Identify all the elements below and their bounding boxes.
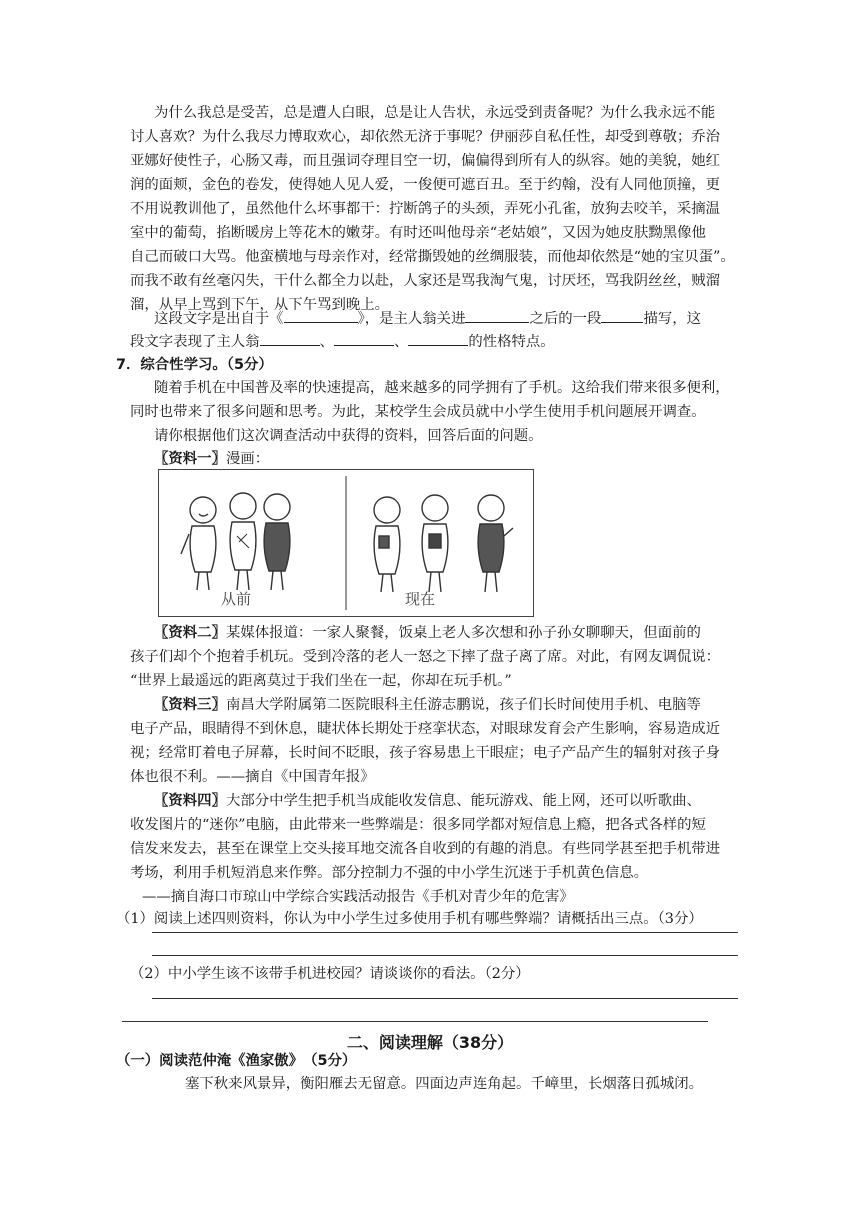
comic-now-figures bbox=[374, 495, 513, 592]
question-6-line2: 段文字表现了主人翁 、 、 的性格特点。 bbox=[130, 330, 555, 354]
section-2-title: 二、阅读理解（38分） bbox=[346, 1033, 514, 1052]
answer-line[interactable] bbox=[152, 932, 738, 933]
material-4-line: 收发图片的“迷你”电脑，由此带来一些弊端是：很多同学都对短信息上瘾，把各式各样的短 bbox=[130, 817, 706, 833]
passage-line: 为什么我总是受苦，总是遭人白眼，总是让人告状，永远受到责备呢？为什么我永远不能 bbox=[154, 105, 716, 121]
material-4-line: 考场，利用手机短消息来作弊。部分控制力不强的中小学生沉迷于手机黄色信息。 bbox=[130, 865, 649, 881]
material-3-line: 体也很不利。——摘自《中国青年报》 bbox=[130, 769, 375, 785]
poem-line: 塞下秋来风景异，衡阳雁去无留意。四面边声连角起。千嶂里，长烟落日孤城闭。 bbox=[185, 1076, 704, 1092]
section-divider bbox=[122, 1021, 708, 1022]
material-4-line: 信发来发去，甚至在课堂上交头接耳地交流各自收到的有趣的消息。有些同学甚至把手机带进 bbox=[130, 841, 721, 857]
blank-description-type[interactable] bbox=[601, 308, 643, 323]
comic-illustration bbox=[158, 469, 534, 617]
comic-past-figures bbox=[181, 493, 290, 590]
question-7-title: 7．综合性学习。（5分） bbox=[116, 357, 273, 373]
question-6-line1: 这段文字是出自于《 》，是主人翁关进 之后的一段 描写，这 bbox=[154, 307, 701, 331]
material-2-line: 〖资料二〗某媒体报道：一家人聚餐，饭桌上老人多次想和孙子孙女聊聊天，但面前的 bbox=[154, 625, 701, 641]
material-1-heading: 〖资料一〗漫画： bbox=[154, 451, 270, 467]
passage-line: 亚娜好使性子，心肠又毒，而且强词夺理目空一切，偏偏得到所有人的纵容。她的美貌，她红 bbox=[130, 153, 721, 169]
passage-line: 润的面颊，金色的卷发，使得她人见人爱，一俊便可遮百丑。至于约翰，没有人同他顶撞，更 bbox=[130, 177, 721, 193]
blank-book-title[interactable] bbox=[284, 308, 358, 323]
q7-ask: 请你根据他们这次调查活动中获得的资料，回答后面的问题。 bbox=[154, 428, 543, 444]
material-4-source: ——摘自海口市琼山中学综合实践活动报告《手机对青少年的危害》 bbox=[142, 889, 574, 905]
passage-line: 不用说教训他了，虽然他什么坏事都干：拧断鸽子的头颈，弄死小孔雀，放狗去咬羊，采摘温 bbox=[130, 201, 721, 217]
material-2-line: “世界上最遥远的距离莫过于我们坐在一起，你却在玩手机。” bbox=[130, 673, 512, 689]
section-2-subtitle: （一）阅读范仲淹《渔家傲》 （5分） bbox=[116, 1053, 357, 1069]
blank-trait-2[interactable] bbox=[334, 331, 394, 346]
blank-trait-1[interactable] bbox=[260, 331, 320, 346]
comic-drawing bbox=[159, 470, 533, 616]
passage-line: 讨人喜欢？为什么我尽力博取欢心，却依然无济于事呢？伊丽莎自私任性，却受到尊敬；乔治 bbox=[130, 129, 721, 145]
answer-line[interactable] bbox=[152, 955, 738, 956]
comic-caption-now: 现在 bbox=[405, 590, 436, 608]
passage-line: 室中的葡萄，掐断暖房上等花木的嫩芽。有时还叫他母亲“老姑娘”，又因为她皮肤黝黑像他 bbox=[130, 225, 706, 241]
answer-line[interactable] bbox=[152, 998, 738, 999]
passage-line: 而我不敢有丝毫闪失，干什么都全力以赴，人家还是骂我淘气鬼，讨厌坯，骂我阴丝丝，贼溜 bbox=[130, 273, 721, 289]
comic-caption-past: 从前 bbox=[221, 590, 252, 608]
passage-line: 自己而破口大骂。他蛮横地与母亲作对，经常撕毁她的丝绸服装，而他却依然是“她的宝贝蛋”。 bbox=[130, 249, 735, 265]
material-3-line: 电子产品，眼睛得不到休息，睫状体长期处于痉挛状态，对眼球发育会产生影响，容易造成近 bbox=[130, 721, 721, 737]
material-4-line: 〖资料四〗大部分中学生把手机当成能收发信息、能玩游戏、能上网，还可以听歌曲、 bbox=[154, 793, 701, 809]
material-2-line: 孩子们却个个抱着手机玩。受到冷落的老人一怒之下摔了盘子离了席。对此，有网友调侃说： bbox=[130, 649, 721, 665]
sub-question-2: （2）中小学生该不该带手机进校园？请谈谈你的看法。（2分） bbox=[130, 966, 530, 982]
blank-place[interactable] bbox=[465, 308, 529, 323]
blank-trait-3[interactable] bbox=[408, 331, 468, 346]
material-3-line: 视；经常盯着电子屏幕，长时间不眨眼，孩子容易患上干眼症；电子产品产生的辐射对孩子身 bbox=[130, 745, 721, 761]
q7-intro-line: 随着手机在中国普及率的快速提高，越来越多的同学拥有了手机。这给我们带来很多便利， bbox=[154, 380, 730, 396]
passage-line: 溜，从早上骂到下午，从下午骂到晚上。 bbox=[130, 297, 390, 313]
q7-intro-line: 同时也带来了很多问题和思考。为此，某校学生会成员就中小学生使用手机问题展开调查。 bbox=[130, 404, 706, 420]
sub-question-1: （1）阅读上述四则资料，你认为中小学生过多使用手机有哪些弊端？请概括出三点。（3分） bbox=[116, 911, 703, 927]
material-3-line: 〖资料三〗南昌大学附属第二医院眼科主任游志鹏说，孩子们长时间使用手机、电脑等 bbox=[154, 697, 701, 713]
